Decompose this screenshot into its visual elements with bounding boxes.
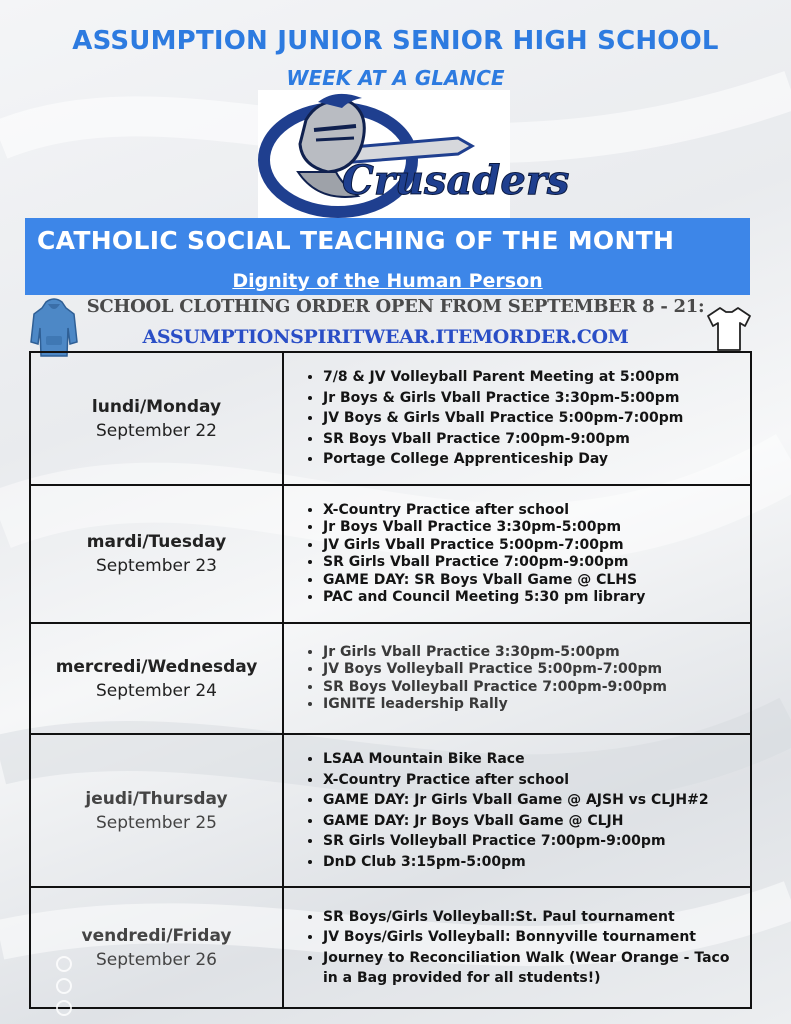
events-cell	[283, 485, 751, 623]
social-teaching-banner	[25, 218, 750, 295]
event-item: • SR Boys/Girls Volleyball:St. Paul tournament	[323, 907, 740, 928]
crusaders-logo	[258, 90, 570, 218]
logo-wordmark: Crusaders	[342, 157, 570, 204]
event-item: • JV Boys Volleyball Practice 5:00pm-7:00pm	[323, 661, 740, 679]
school-title: ASSUMPTION JUNIOR SENIOR HIGH SCHOOL	[72, 26, 719, 56]
day-date: September 24	[95, 680, 217, 701]
events-cell	[283, 734, 751, 887]
week-subtitle: WEEK AT A GLANCE	[286, 66, 505, 90]
event-item: • DnD Club 3:15pm-5:00pm	[323, 852, 740, 873]
event-item: • X-Country Practice after school	[323, 770, 740, 791]
event-item: • JV Boys/Girls Volleyball: Bonnyville tournament	[323, 927, 740, 948]
event-item: • PAC and Council Meeting 5:30 pm library	[323, 589, 740, 607]
event-item: • X-Country Practice after school	[323, 502, 740, 520]
schedule-row-friday	[30, 887, 751, 1008]
social-teaching-title: CATHOLIC SOCIAL TEACHING OF THE MONTH	[37, 226, 675, 255]
day-name: vendredi/Friday	[81, 925, 232, 946]
contact-icons	[56, 956, 72, 1016]
event-item: • GAME DAY: Jr Boys Vball Game @ CLJH	[323, 811, 740, 832]
day-date: September 26	[95, 949, 217, 970]
day-cell	[30, 623, 283, 734]
events-cell	[283, 352, 751, 485]
event-item: • SR Girls Vball Practice 7:00pm-9:00pm	[323, 554, 740, 572]
day-cell	[30, 352, 283, 485]
day-date: September 23	[95, 556, 217, 576]
schedule-row-thursday	[30, 734, 751, 887]
event-item: • JV Boys & Girls Vball Practice 5:00pm-7:00pm	[323, 408, 740, 429]
schedule-row-monday	[30, 352, 751, 485]
event-item: • SR Boys Volleyball Practice 7:00pm-9:00pm	[323, 679, 740, 697]
event-item: • Journey to Reconciliation Walk (Wear Orange - Taco in a Bag provided for all students!)	[323, 948, 740, 989]
day-name: jeudi/Thursday	[85, 788, 228, 809]
event-item: • Jr Boys Vball Practice 3:30pm-5:00pm	[323, 519, 740, 537]
event-item: • Jr Girls Vball Practice 3:30pm-5:00pm	[323, 644, 740, 662]
day-name: mardi/Tuesday	[86, 532, 227, 552]
day-date: September 22	[95, 420, 217, 441]
event-item: • SR Boys Vball Practice 7:00pm-9:00pm	[323, 429, 740, 450]
event-item: • IGNITE leadership Rally	[323, 696, 740, 714]
day-cell	[30, 734, 283, 887]
event-item: • SR Girls Volleyball Practice 7:00pm-9:00pm	[323, 831, 740, 852]
event-item: • LSAA Mountain Bike Race	[323, 749, 740, 770]
events-cell	[283, 623, 751, 734]
clothing-order-notice: SCHOOL CLOTHING ORDER OPEN FROM SEPTEMBER 8 - 21:	[86, 296, 705, 317]
event-item: • JV Girls Vball Practice 5:00pm-7:00pm	[323, 537, 740, 555]
spiritwear-website-link[interactable]: ASSUMPTIONSPIRITWEAR.ITEMORDER.COM	[142, 326, 629, 348]
day-cell	[30, 485, 283, 623]
events-cell	[283, 887, 751, 1008]
event-item: • 7/8 & JV Volleyball Parent Meeting at 5:00pm	[323, 367, 740, 388]
event-item: • Portage College Apprenticeship Day	[323, 449, 740, 470]
schedule-row-wednesday	[30, 623, 751, 734]
day-date: September 25	[95, 812, 217, 833]
weekly-schedule-table	[29, 351, 752, 1009]
schedule-row-tuesday	[30, 485, 751, 623]
event-item: • Jr Boys & Girls Vball Practice 3:30pm-5:00pm	[323, 388, 740, 409]
event-item: • GAME DAY: SR Boys Vball Game @ CLHS	[323, 572, 740, 590]
day-name: mercredi/Wednesday	[55, 656, 258, 677]
day-name: lundi/Monday	[91, 396, 222, 417]
event-item: • GAME DAY: Jr Girls Vball Game @ AJSH vs CLJH#2	[323, 790, 740, 811]
social-teaching-theme: Dignity of the Human Person	[232, 270, 543, 292]
